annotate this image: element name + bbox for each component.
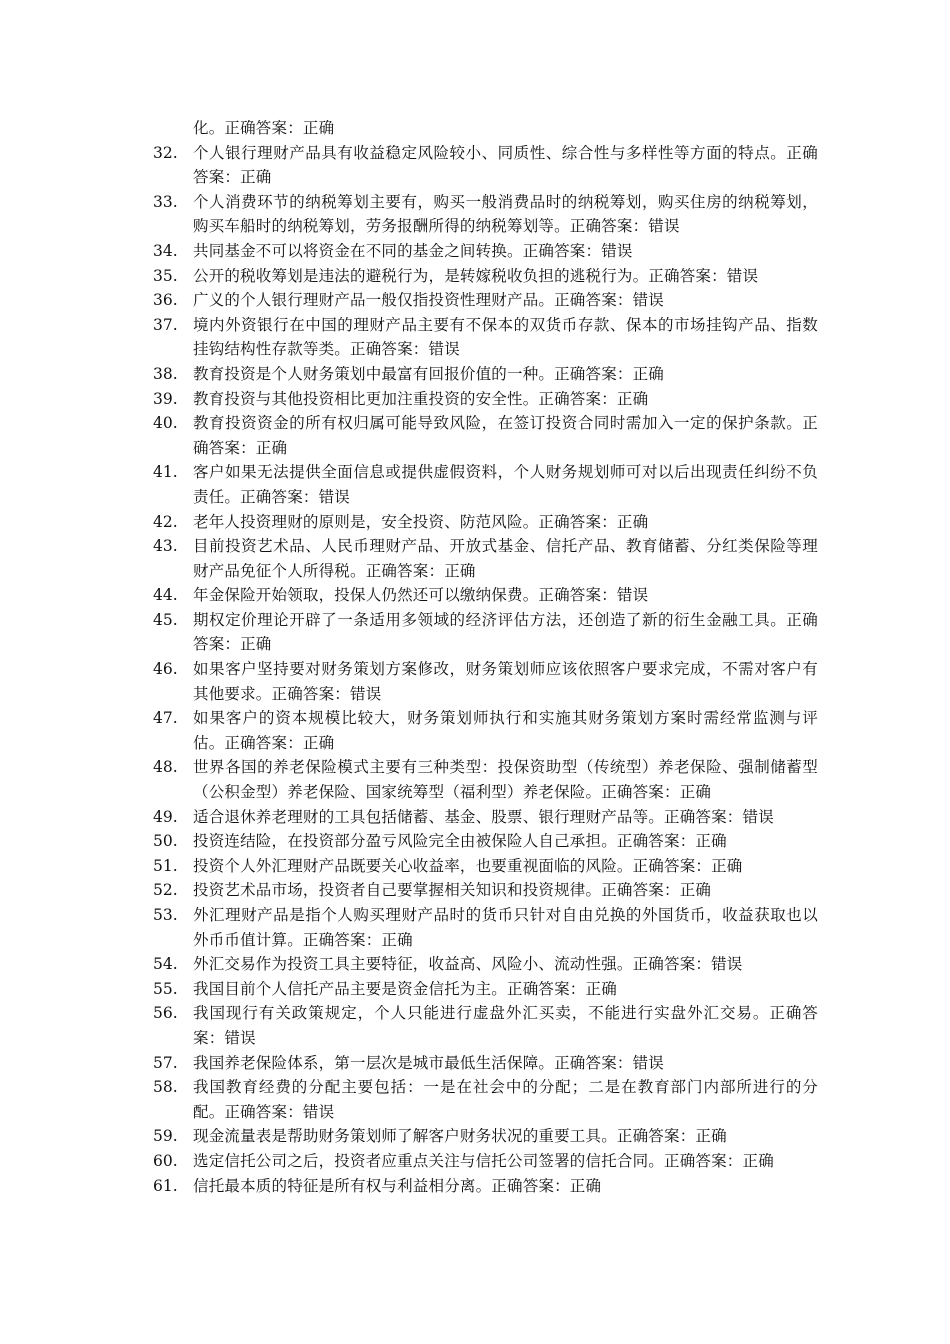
item-number: 47. bbox=[153, 709, 178, 728]
list-item bbox=[0, 952, 950, 977]
item-number: 54. bbox=[153, 955, 178, 974]
list-item bbox=[0, 264, 950, 289]
item-text: 信托最本质的特征是所有权与利益相分离。正确答案：正确 bbox=[193, 1176, 602, 1195]
list-item bbox=[0, 657, 950, 706]
item-number: 42. bbox=[153, 512, 178, 531]
item-text: 个人消费环节的纳税筹划主要有，购买一般消费品时的纳税筹划，购买住房的纳税筹划，购买车船时的纳税筹划，劳务报酬所得的纳税筹划等。正确答案：错误 bbox=[193, 192, 818, 236]
list-item bbox=[0, 608, 950, 657]
list-item bbox=[0, 1001, 950, 1050]
item-number: 33. bbox=[153, 192, 178, 211]
item-text: 客户如果无法提供全面信息或提供虚假资料，个人财务规划师可对以后出现责任纠纷不负责任。正确答案：错误 bbox=[193, 463, 818, 506]
list-item bbox=[0, 878, 950, 903]
list-item bbox=[0, 362, 950, 387]
item-text: 期权定价理论开辟了一条适用多领域的经济评估方法，还创造了新的衍生金融工具。正确答案：正确 bbox=[193, 610, 818, 654]
item-text: 老年人投资理财的原则是，安全投资、防范风险。正确答案：正确 bbox=[193, 512, 649, 531]
item-number: 35. bbox=[153, 266, 178, 285]
item-number: 36. bbox=[153, 291, 178, 310]
item-number: 38. bbox=[153, 364, 178, 383]
item-text: 适合退休养老理财的工具包括储蓄、基金、股票、银行理财产品等。正确答案：错误 bbox=[193, 807, 774, 826]
item-text: 选定信托公司之后，投资者应重点关注与信托公司签署的信托合同。正确答案：正确 bbox=[193, 1151, 774, 1170]
item-text: 我国目前个人信托产品主要是资金信托为主。正确答案：正确 bbox=[193, 979, 617, 998]
question-list bbox=[0, 141, 950, 1199]
list-item bbox=[0, 141, 950, 190]
list-item bbox=[0, 755, 950, 804]
item-text: 个人银行理财产品具有收益稳定风险较小、同质性、综合性与多样性等方面的特点。正确答案：正确 bbox=[193, 143, 818, 187]
item-text: 广义的个人银行理财产品一般仅指投资性理财产品。正确答案：错误 bbox=[193, 291, 665, 310]
item-text: 投资个人外汇理财产品既要关心收益率，也要重视面临的风险。正确答案：正确 bbox=[193, 856, 743, 875]
item-number: 58. bbox=[153, 1078, 178, 1097]
item-number: 37. bbox=[153, 315, 178, 334]
item-text: 目前投资艺术品、人民币理财产品、开放式基金、信托产品、教育储蓄、分红类保险等理财产品免征个人所得税。正确答案：正确 bbox=[193, 537, 818, 580]
item-number: 32. bbox=[153, 143, 178, 162]
item-number: 52. bbox=[153, 881, 178, 900]
list-item bbox=[0, 534, 950, 583]
list-item bbox=[0, 411, 950, 460]
list-item bbox=[0, 387, 950, 412]
item-number: 43. bbox=[153, 537, 178, 556]
list-item bbox=[0, 583, 950, 608]
item-text: 外汇理财产品是指个人购买理财产品时的货币只针对自由兑换的外国货币，收益获取也以外币币值计算。正确答案：正确 bbox=[193, 906, 818, 949]
list-item bbox=[0, 1149, 950, 1174]
list-item bbox=[0, 510, 950, 535]
item-text: 我国养老保险体系，第一层次是城市最低生活保障。正确答案：错误 bbox=[193, 1053, 665, 1072]
item-text: 公开的税收筹划是违法的避税行为，是转嫁税收负担的逃税行为。正确答案：错误 bbox=[193, 266, 759, 285]
list-item bbox=[0, 977, 950, 1002]
list-item bbox=[0, 706, 950, 755]
list-item bbox=[0, 460, 950, 509]
item-number: 50. bbox=[153, 832, 178, 851]
item-number: 44. bbox=[153, 586, 178, 605]
item-text: 教育投资是个人财务策划中最富有回报价值的一种。正确答案：正确 bbox=[193, 364, 665, 383]
item-text: 我国教育经费的分配主要包括：一是在社会中的分配；二是在教育部门内部所进行的分配。正确答案：错误 bbox=[193, 1078, 818, 1121]
list-item bbox=[0, 313, 950, 362]
list-item bbox=[0, 854, 950, 879]
list-item bbox=[0, 190, 950, 239]
list-item bbox=[0, 805, 950, 830]
item-text: 现金流量表是帮助财务策划师了解客户财务状况的重要工具。正确答案：正确 bbox=[193, 1127, 727, 1146]
item-text: 投资艺术品市场，投资者自己要掌握相关知识和投资规律。正确答案：正确 bbox=[193, 881, 712, 900]
item-number: 41. bbox=[153, 463, 178, 482]
item-number: 53. bbox=[153, 906, 178, 924]
item-number: 46. bbox=[153, 660, 178, 679]
item-text: 如果客户的资本规模比较大，财务策划师执行和实施其财务策划方案时需经常监测与评估。正确答案：正确 bbox=[193, 709, 818, 752]
item-number: 48. bbox=[153, 758, 178, 777]
list-item bbox=[0, 288, 950, 313]
list-item bbox=[0, 829, 950, 854]
list-item bbox=[0, 1174, 950, 1199]
item-text: 教育投资资金的所有权归属可能导致风险，在签订投资合同时需加入一定的保护条款。正确答案：正确 bbox=[193, 414, 818, 457]
item-number: 49. bbox=[153, 807, 178, 826]
item-number: 61. bbox=[153, 1176, 178, 1195]
item-number: 59. bbox=[153, 1127, 178, 1146]
document-page bbox=[0, 116, 950, 1198]
item-number: 51. bbox=[153, 856, 178, 875]
item-number: 40. bbox=[153, 414, 178, 433]
list-item bbox=[0, 903, 950, 952]
item-text: 年金保险开始领取，投保人仍然还可以缴纳保费。正确答案：错误 bbox=[193, 586, 649, 605]
item-number: 55. bbox=[153, 979, 178, 998]
item-text: 投资连结险，在投资部分盈亏风险完全由被保险人自己承担。正确答案：正确 bbox=[193, 832, 727, 851]
continuation-line: 化。正确答案：正确 bbox=[193, 119, 335, 137]
item-number: 56. bbox=[153, 1004, 178, 1023]
list-item bbox=[0, 1075, 950, 1124]
list-item bbox=[0, 239, 950, 264]
item-text: 共同基金不可以将资金在不同的基金之间转换。正确答案：错误 bbox=[193, 241, 633, 260]
item-number: 39. bbox=[153, 389, 178, 408]
item-text: 外汇交易作为投资工具主要特征，收益高、风险小、流动性强。正确答案：错误 bbox=[193, 955, 743, 974]
list-item bbox=[0, 1051, 950, 1076]
item-text: 我国现行有关政策规定，个人只能进行虚盘外汇买卖，不能进行实盘外汇交易。正确答案：错误 bbox=[193, 1004, 818, 1047]
item-text: 境内外资银行在中国的理财产品主要有不保本的双货币存款、保本的市场挂钩产品、指数挂钩结构性存款等类。正确答案：错误 bbox=[193, 315, 818, 359]
item-text: 世界各国的养老保险模式主要有三种类型：投保资助型（传统型）养老保险、强制储蓄型（公积金型）养老保险、国家统筹型（福利型）养老保险。正确答案：正确 bbox=[193, 758, 818, 802]
item-text: 如果客户坚持要对财务策划方案修改，财务策划师应该依照客户要求完成，不需对客户有其他要求。正确答案：错误 bbox=[193, 660, 818, 703]
item-number: 34. bbox=[153, 241, 178, 260]
list-item bbox=[0, 1124, 950, 1149]
item-number: 60. bbox=[153, 1151, 178, 1170]
item-number: 57. bbox=[153, 1053, 178, 1072]
item-number: 45. bbox=[153, 610, 178, 629]
item-text: 教育投资与其他投资相比更加注重投资的安全性。正确答案：正确 bbox=[193, 389, 649, 408]
